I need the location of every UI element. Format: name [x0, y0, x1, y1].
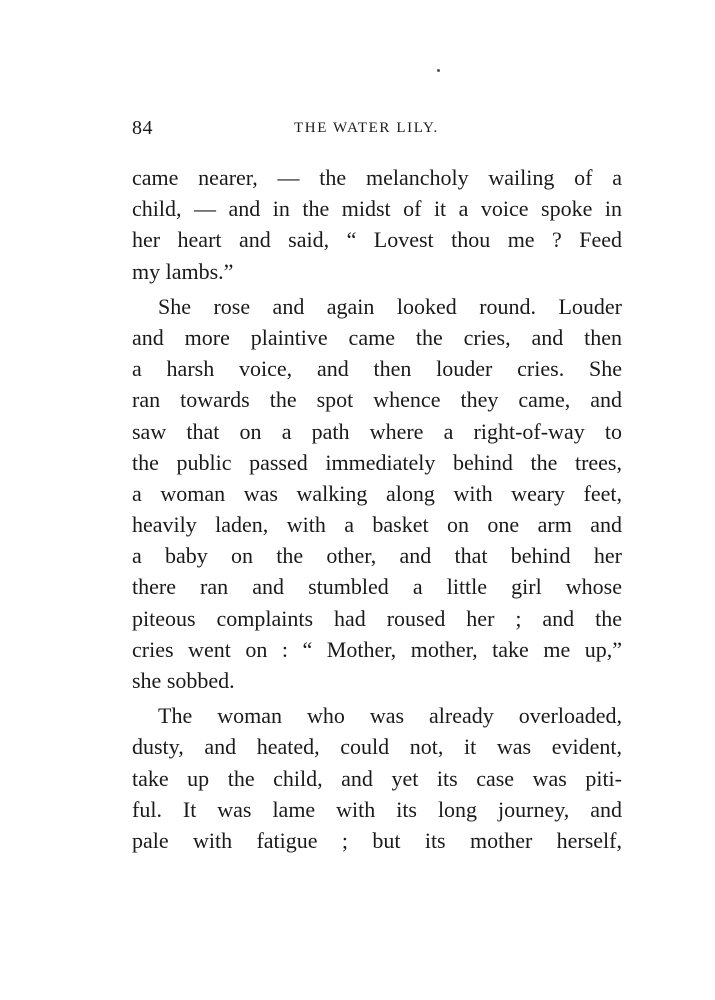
- text-line: her heart and said, “ Lovest thou me ? Feed: [132, 227, 622, 253]
- text-line: The woman who was already overloaded,: [158, 703, 622, 729]
- text-line: child, — and in the midst of it a voice spoke in: [132, 196, 622, 222]
- text-line: pale with fatigue ; but its mother herself,: [132, 827, 622, 853]
- text-line: there ran and stumbled a little girl whose: [132, 574, 622, 600]
- text-line: ran towards the spot whence they came, and: [132, 387, 622, 413]
- text-line: heavily laden, with a basket on one arm and: [132, 512, 622, 538]
- text-line: a baby on the other, and that behind her: [132, 543, 622, 569]
- running-header: [132, 117, 622, 143]
- text-line: take up the child, and yet its case was piti-: [132, 765, 622, 791]
- running-title: THE WATER LILY.: [294, 120, 439, 136]
- text-line: a woman was walking along with weary feet,: [132, 480, 622, 506]
- text-line: She rose and again looked round. Louder: [158, 293, 622, 319]
- text-line: my lambs.”: [132, 258, 234, 284]
- text-line: dusty, and heated, could not, it was evident,: [132, 734, 622, 760]
- ink-speck: [437, 69, 440, 72]
- text-line: ful. It was lame with its long journey, and: [132, 796, 622, 822]
- text-line: piteous complaints had roused her ; and the: [132, 605, 622, 631]
- text-line: saw that on a path where a right-of-way to: [132, 418, 622, 444]
- page-number: 84: [132, 117, 153, 139]
- body-text: [132, 162, 622, 856]
- text-line: she sobbed.: [132, 668, 235, 693]
- text-line: a harsh voice, and then louder cries. She: [132, 356, 622, 382]
- text-line: the public passed immediately behind the trees,: [132, 449, 622, 475]
- text-line: came nearer, — the melancholy wailing of a: [132, 165, 622, 190]
- text-line: and more plaintive came the cries, and then: [132, 324, 622, 350]
- text-line: cries went on : “ Mother, mother, take me up,”: [132, 636, 622, 662]
